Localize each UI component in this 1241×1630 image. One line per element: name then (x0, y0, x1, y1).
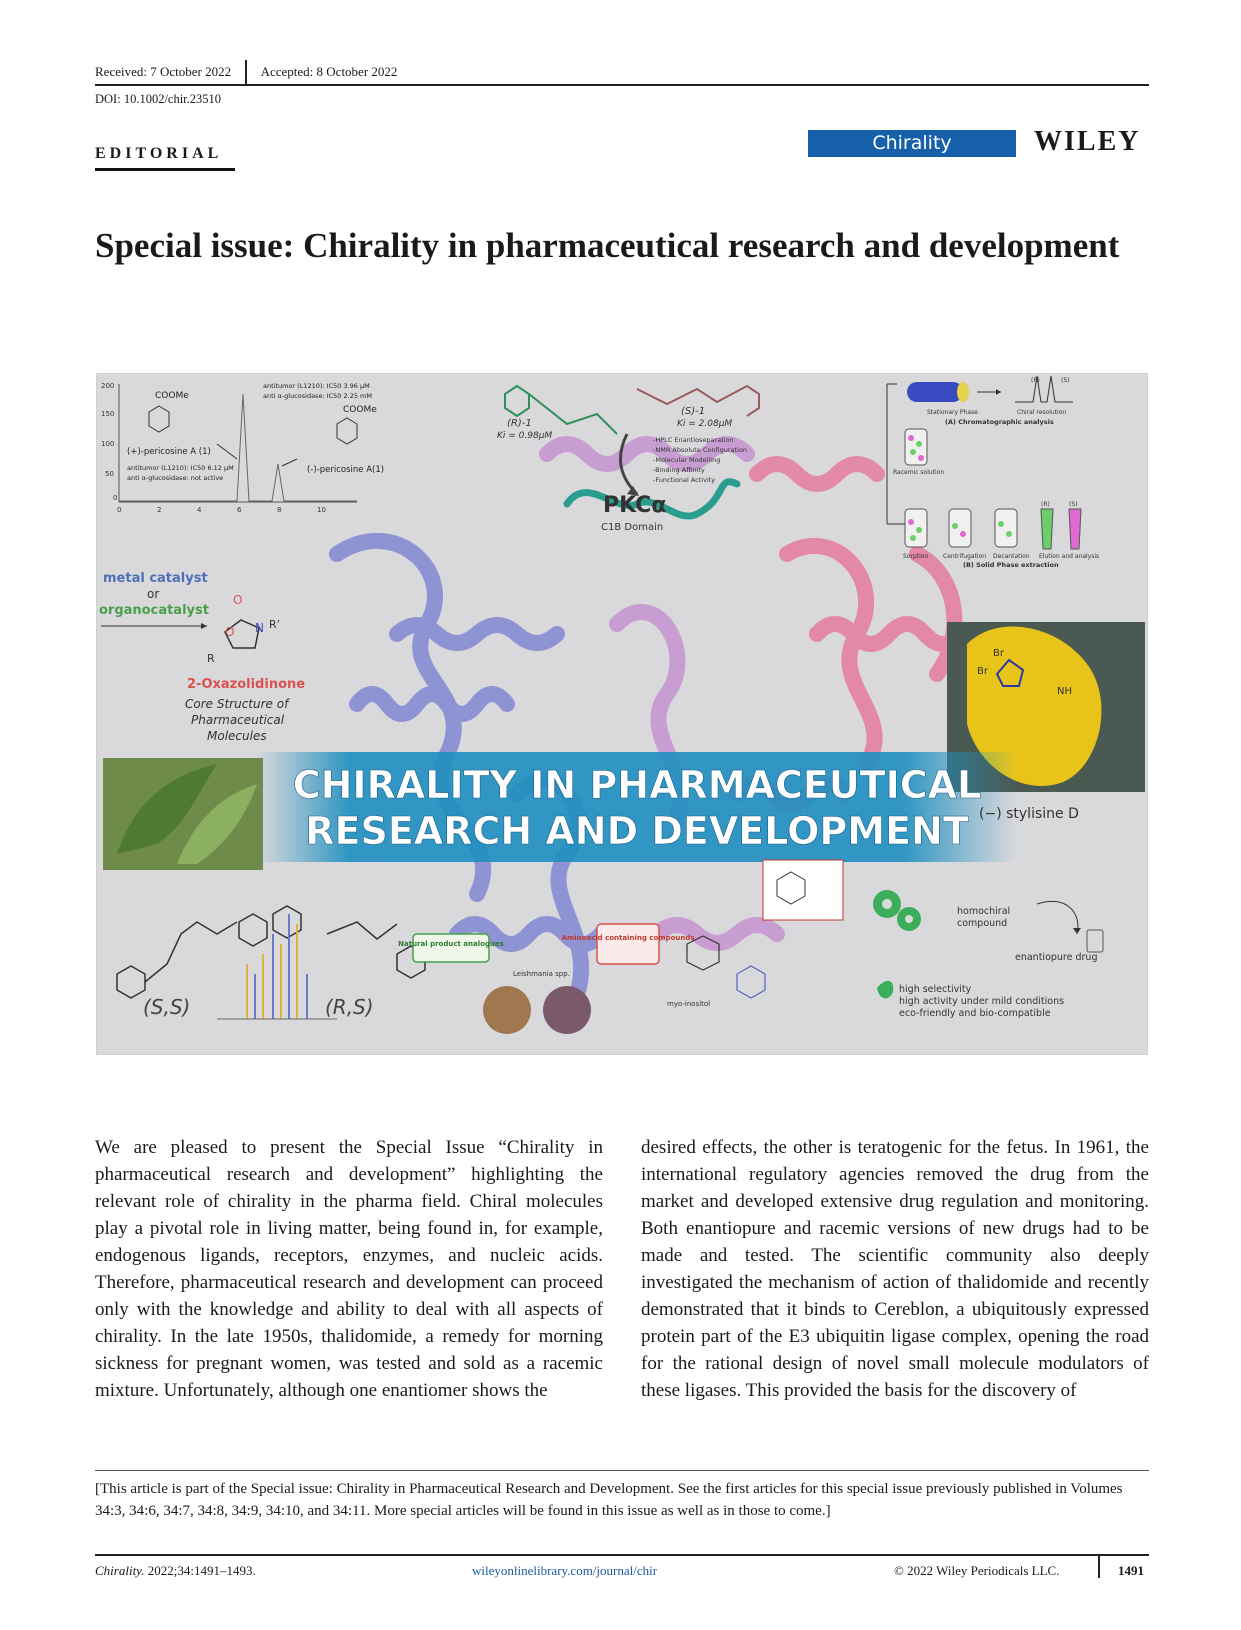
homochiral-label: compound (957, 918, 1008, 929)
ss-label: (S,S) (143, 995, 191, 1019)
svg-text:6: 6 (237, 506, 242, 514)
elution-label: Elution and analysis (1039, 553, 1100, 560)
oxazolidinone-desc-3: Molecules (207, 729, 267, 743)
svg-text:2: 2 (157, 506, 162, 514)
natural-product-label: Natural product analogues (398, 940, 504, 948)
s1-ki: Ki = 2.08μM (677, 419, 733, 429)
footer-journal: Chirality. (95, 1563, 145, 1578)
annot-top-2: anti α-glucosidase: IC50 2.25 mM (263, 392, 372, 400)
centrifugation-label: Centrifugation (943, 553, 987, 560)
page-number: 1491 (1118, 1563, 1144, 1578)
cmpd-left-activity-2: anti α-glucosidase: not active (127, 474, 224, 482)
sep-r-bottom: (R) (1041, 501, 1050, 508)
svg-text:0: 0 (117, 506, 122, 514)
svg-text:8: 8 (277, 506, 282, 514)
aminoacid-label: Aminoacid containing compounds (561, 934, 695, 942)
section-label: EDITORIAL (95, 145, 223, 162)
homochiral-label-1: homochiral (957, 906, 1011, 917)
pkc-method-5: -Functional Activity (653, 476, 716, 484)
pkc-label: PKCα (603, 493, 667, 518)
cover-figure (96, 373, 1148, 1055)
chrom-analysis-label: (A) Chromatographic analysis (945, 418, 1054, 426)
enantiopure-label: enantiopure drug (1015, 952, 1098, 963)
body-columns (95, 1134, 1149, 1404)
doi[interactable]: DOI: 10.1002/chir.23510 (95, 92, 222, 106)
svg-text:150: 150 (101, 410, 115, 418)
annot-top-1: antitumor (L1210): IC50 3.96 μM (263, 382, 370, 390)
svg-text:N: N (255, 621, 264, 635)
decantation-label: Decantation (993, 553, 1030, 560)
publisher-logo: WILEY (1034, 126, 1141, 157)
received-accepted-line (95, 60, 397, 84)
oxazolidinone-desc-1: Core Structure of (185, 697, 289, 711)
pkc-method-2: -NMR Absolute Configuration (653, 446, 747, 454)
special-issue-note: [This article is part of the Special issue: Chirality in Pharmaceutical Research and Development. See the first articles for this special issue previously published in Volumes 34:3, 34:6, 34:7, 34:8, 34:9, 34:10, and 34:11. More special articles will be found in this issue as well as in those to come.] (95, 1481, 1123, 1519)
cmpd-left-activity-1: antitumor (L1210): IC50 6.12 μM (127, 464, 234, 472)
svg-text:200: 200 (101, 382, 115, 390)
resolution-label: Chiral resolution (1017, 409, 1067, 416)
accepted-date: Accepted: 8 October 2022 (260, 64, 398, 79)
organocatalyst-label: organocatalyst (99, 603, 209, 618)
svg-text:Br: Br (977, 666, 988, 677)
r1-ki: Ki = 0.98μM (497, 431, 553, 441)
s1-label: (S)-1 (681, 406, 706, 417)
benefit-1: high selectivity (899, 984, 972, 995)
pkc-method-3: -Molecular Modelling (653, 456, 721, 464)
leishmania-photo (483, 986, 531, 1034)
footer-citation (95, 1563, 256, 1579)
svg-text:50: 50 (105, 470, 114, 478)
svg-text:10: 10 (317, 506, 326, 514)
or-label: or (147, 587, 160, 601)
stationary-label: Stationary Phase (927, 409, 978, 416)
banner-line-2: RESEARCH AND DEVELOPMENT (305, 809, 969, 853)
article-title: Special issue: Chirality in pharmaceutical research and development (95, 226, 1120, 265)
metal-catalyst-label: metal catalyst (103, 571, 208, 586)
svg-text:0: 0 (113, 494, 118, 502)
footer-volume: 2022;34:1491–1493. (147, 1563, 256, 1578)
cooMe-left: COOMe (155, 391, 189, 401)
sep-r-top: (R) (1031, 377, 1040, 384)
inositol-label: myo-inositol (667, 1000, 711, 1008)
benefit-3: eco-friendly and bio-compatible (899, 1008, 1051, 1019)
section-underline (95, 168, 235, 171)
pkc-method-1: -HPLC Enantioseparation (653, 436, 734, 444)
footer-separator (1098, 1556, 1100, 1578)
aminoacid-photo (543, 986, 591, 1034)
svg-text:NH: NH (1057, 686, 1072, 697)
svg-text:Br: Br (993, 648, 1004, 659)
svg-text:R: R (207, 652, 215, 665)
footer-copyright: © 2022 Wiley Periodicals LLC. (894, 1563, 1060, 1578)
svg-text:100: 100 (101, 440, 115, 448)
header-rule (95, 84, 1149, 86)
footer-url[interactable]: wileyonlinelibrary.com/journal/chir (472, 1563, 658, 1578)
sep-s-bottom: (S) (1069, 501, 1078, 508)
r1-label: (R)-1 (507, 418, 532, 429)
stylisine-label: (−) stylisine D (979, 806, 1079, 822)
pkc-method-4: -Binding Affinity (653, 466, 705, 474)
svg-text:O: O (233, 593, 243, 607)
sorption-label: Sorption (903, 553, 929, 560)
note-rule (95, 1470, 1149, 1471)
oxazolidinone-desc-2: Pharmaceutical (191, 713, 285, 727)
benefit-2: high activity under mild conditions (899, 996, 1065, 1007)
cmpd-right-label: (-)-pericosine A(1) (307, 465, 385, 475)
svg-text:R’: R’ (269, 618, 281, 631)
leishmania-label: Leishmania spp. (513, 970, 570, 978)
racemic-label: Racemic solution (893, 469, 945, 476)
svg-text:4: 4 (197, 506, 202, 514)
cooMe-right: COOMe (343, 405, 377, 415)
header-separator (245, 60, 247, 84)
received-date: Received: 7 October 2022 (95, 64, 232, 79)
cmpd-left-label: (+)-pericosine A (1) (127, 447, 211, 457)
svg-text:O: O (225, 625, 235, 639)
banner-line-1: CHIRALITY IN PHARMACEUTICAL (292, 763, 982, 807)
pkc-domain: C1B Domain (601, 522, 664, 533)
oxazolidinone-label: 2-Oxazolidinone (187, 677, 306, 692)
sep-s-top: (S) (1061, 377, 1070, 384)
rs-label: (R,S) (325, 995, 374, 1019)
body-column-right: desired effects, the other is teratogenic for the fetus. In 1961, the international regulatory agencies removed the drug from the market and developed extensive drug regulation and monitoring. Both enantiopure and racemic versions of new drugs had to be made and tested. The scientific community also deeply investigated the mechanism of action of thalidomide and recently demonstrated that it binds to Cereblon, a ubiquitously expressed protein part of the E3 ubiquitin ligase complex, opening the road for the rational design of novel small molecule modulators of these ligases. This provided the basis for the discovery of (641, 1137, 1149, 1401)
body-column-left: We are pleased to present the Special Issue “Chirality in pharmaceutical research and development” highlighting the relevant role of chirality in the pharma field. Chiral molecules play a pivotal role in living matter, being found in, for example, endogenous ligands, receptors, enzymes, and nucleic acids. Therefore, pharmaceutical research and development can proceed only with the knowledge and ability to deal with all aspects of chirality. In the late 1950s, thalidomide, a remedy for morning sickness for pregnant women, was tested and sold as a racemic mixture. Unfortunately, although one enantiomer shows the (95, 1137, 603, 1401)
spe-label: (B) Solid Phase extraction (963, 561, 1059, 569)
journal-badge: Chirality (808, 130, 1016, 157)
footer-rule (95, 1554, 1149, 1556)
